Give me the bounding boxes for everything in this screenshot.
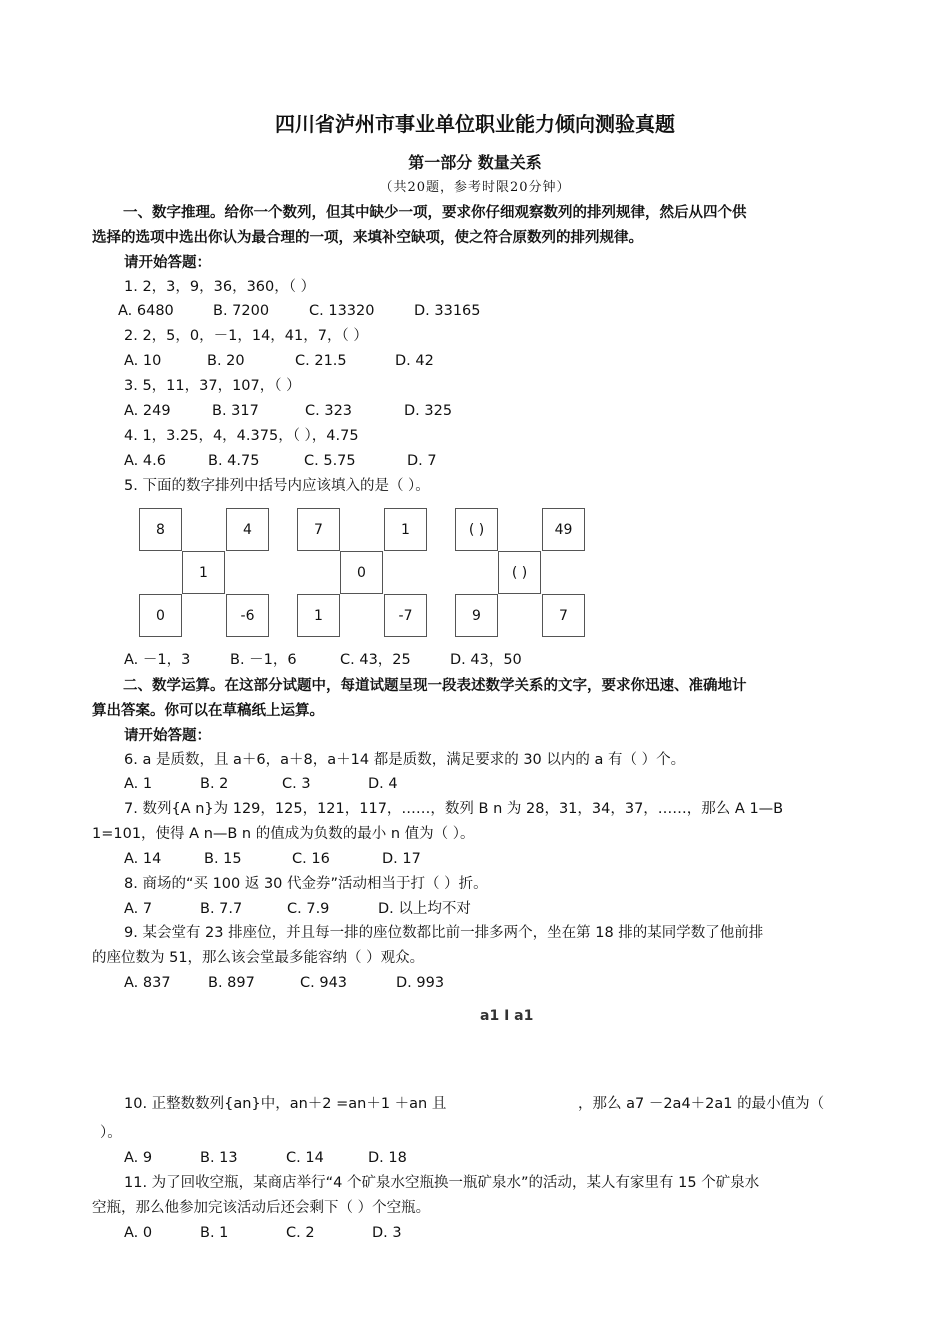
q4-option-a: A. 4.6 xyxy=(124,453,166,469)
q10-option-b: B. 13 xyxy=(200,1150,238,1166)
fig3-top-right: 49 xyxy=(542,508,585,551)
fig1-bottom-right: -6 xyxy=(226,594,269,637)
q11-option-d: D. 3 xyxy=(372,1225,402,1241)
q4-option-d: D. 7 xyxy=(407,453,437,469)
question-2: 2. 2，5，0，－1，14，41，7，（ ） xyxy=(124,328,368,344)
q3-option-b: B. 317 xyxy=(212,403,259,419)
question-10-line1a: 10. 正整数数列{an}中，an＋2 =an＋1 ＋an 且 xyxy=(124,1096,447,1112)
document-title: 四川省泸州市事业单位职业能力倾向测验真题 xyxy=(275,112,675,136)
fig1-bottom-left: 0 xyxy=(139,594,182,637)
fig3-bottom-right: 7 xyxy=(542,594,585,637)
q8-option-a: A. 7 xyxy=(124,901,153,917)
q10-option-d: D. 18 xyxy=(368,1150,407,1166)
section1-start: 请开始答题： xyxy=(124,255,211,271)
section2-intro-line1: 二、数学运算。在这部分试题中，每道试题呈现一段表述数学关系的文字，要求你迅速、准确地计 xyxy=(123,678,747,694)
question-11-line2: 空瓶，那么他参加完该活动后还会剩下（ ）个空瓶。 xyxy=(92,1200,431,1216)
q5-option-d: D. 43，50 xyxy=(450,652,522,668)
question-7-line2: 1=101，使得 A n—B n 的值成为负数的最小 n 值为（ ）。 xyxy=(92,826,475,842)
q9-option-b: B. 897 xyxy=(208,975,255,991)
q10-option-c: C. 14 xyxy=(286,1150,324,1166)
q11-option-b: B. 1 xyxy=(200,1225,229,1241)
fig1-top-left: 8 xyxy=(139,508,182,551)
q3-option-a: A. 249 xyxy=(124,403,171,419)
fig3-bottom-left: 9 xyxy=(455,594,498,637)
fig2-top-right: 1 xyxy=(384,508,427,551)
q10-formula-image: a1 I a1 xyxy=(480,1008,534,1024)
section2-intro-line2: 算出答案。你可以在草稿纸上运算。 xyxy=(92,703,324,719)
question-3: 3. 5，11，37，107，（ ） xyxy=(124,378,301,394)
q6-option-b: B. 2 xyxy=(200,776,229,792)
fig3-center: ( ) xyxy=(498,551,541,594)
q1-option-a: A. 6480 xyxy=(118,303,174,319)
q3-option-c: C. 323 xyxy=(305,403,353,419)
q1-option-c: C. 13320 xyxy=(309,303,375,319)
q9-option-d: D. 993 xyxy=(396,975,445,991)
question-5: 5. 下面的数字排列中括号内应该填入的是（ ）。 xyxy=(124,478,430,494)
q7-option-b: B. 15 xyxy=(204,851,242,867)
question-6: 6. a 是质数，且 a＋6，a＋8，a＋14 都是质数，满足要求的 30 以内的 a 有（ ）个。 xyxy=(124,752,686,768)
q2-option-b: B. 20 xyxy=(207,353,245,369)
q3-option-d: D. 325 xyxy=(404,403,453,419)
q9-option-a: A. 837 xyxy=(124,975,171,991)
question-1: 1. 2，3，9，36，360，（ ） xyxy=(124,279,316,295)
fig3-top-left: ( ) xyxy=(455,508,498,551)
q6-option-d: D. 4 xyxy=(368,776,398,792)
q8-option-b: B. 7.7 xyxy=(200,901,243,917)
question-10-line2: ）。 xyxy=(100,1125,122,1141)
q10-option-a: A. 9 xyxy=(124,1150,153,1166)
question-8: 8. 商场的“买 100 返 30 代金券”活动相当于打（ ）折。 xyxy=(124,876,488,892)
question-7-line1: 7. 数列{A n}为 129，125，121，117，……，数列 B n 为 28，31，34，37，……，那么 A 1—B xyxy=(124,801,784,817)
question-11-line1: 11. 为了回收空瓶，某商店举行“4 个矿泉水空瓶换一瓶矿泉水”的活动，某人有家里有 15 个矿泉水 xyxy=(124,1175,760,1191)
q8-option-d: D. 以上均不对 xyxy=(378,901,471,917)
fig1-center: 1 xyxy=(182,551,225,594)
q11-option-c: C. 2 xyxy=(286,1225,315,1241)
q7-option-c: C. 16 xyxy=(292,851,330,867)
q4-option-b: B. 4.75 xyxy=(208,453,260,469)
q2-option-a: A. 10 xyxy=(124,353,162,369)
question-10-line1b: ，那么 a7 －2a4＋2a1 的最小值为（ xyxy=(578,1096,825,1112)
fig1-top-right: 4 xyxy=(226,508,269,551)
section1-intro-line2: 选择的选项中选出你认为最合理的一项，来填补空缺项，使之符合原数列的排列规律。 xyxy=(92,230,643,246)
part-note: （共20题，参考时限20分钟） xyxy=(379,180,571,195)
q2-option-d: D. 42 xyxy=(395,353,434,369)
q4-option-c: C. 5.75 xyxy=(304,453,356,469)
q2-option-c: C. 21.5 xyxy=(295,353,347,369)
question-9-line2: 的座位数为 51，那么该会堂最多能容纳（ ）观众。 xyxy=(92,950,425,966)
fig2-center: 0 xyxy=(340,551,383,594)
fig2-bottom-right: -7 xyxy=(384,594,427,637)
section2-start: 请开始答题： xyxy=(124,728,211,744)
q11-option-a: A. 0 xyxy=(124,1225,153,1241)
q5-option-a: A. －1，3 xyxy=(124,652,191,668)
question-9-line1: 9. 某会堂有 23 排座位，并且每一排的座位数都比前一排多两个，坐在第 18 排的某同学数了他前排 xyxy=(124,925,764,941)
q1-option-d: D. 33165 xyxy=(414,303,481,319)
q7-option-a: A. 14 xyxy=(124,851,162,867)
section1-intro-line1: 一、数字推理。给你一个数列，但其中缺少一项，要求你仔细观察数列的排列规律，然后从四个供 xyxy=(123,205,747,221)
q6-option-a: A. 1 xyxy=(124,776,153,792)
fig2-bottom-left: 1 xyxy=(297,594,340,637)
q5-option-c: C. 43，25 xyxy=(340,652,411,668)
question-4: 4. 1，3.25，4，4.375，（ ），4.75 xyxy=(124,428,359,444)
q5-option-b: B. －1，6 xyxy=(230,652,297,668)
q8-option-c: C. 7.9 xyxy=(287,901,330,917)
q6-option-c: C. 3 xyxy=(282,776,311,792)
fig2-top-left: 7 xyxy=(297,508,340,551)
part-title: 第一部分 数量关系 xyxy=(408,153,542,172)
q7-option-d: D. 17 xyxy=(382,851,421,867)
q9-option-c: C. 943 xyxy=(300,975,348,991)
q1-option-b: B. 7200 xyxy=(213,303,270,319)
